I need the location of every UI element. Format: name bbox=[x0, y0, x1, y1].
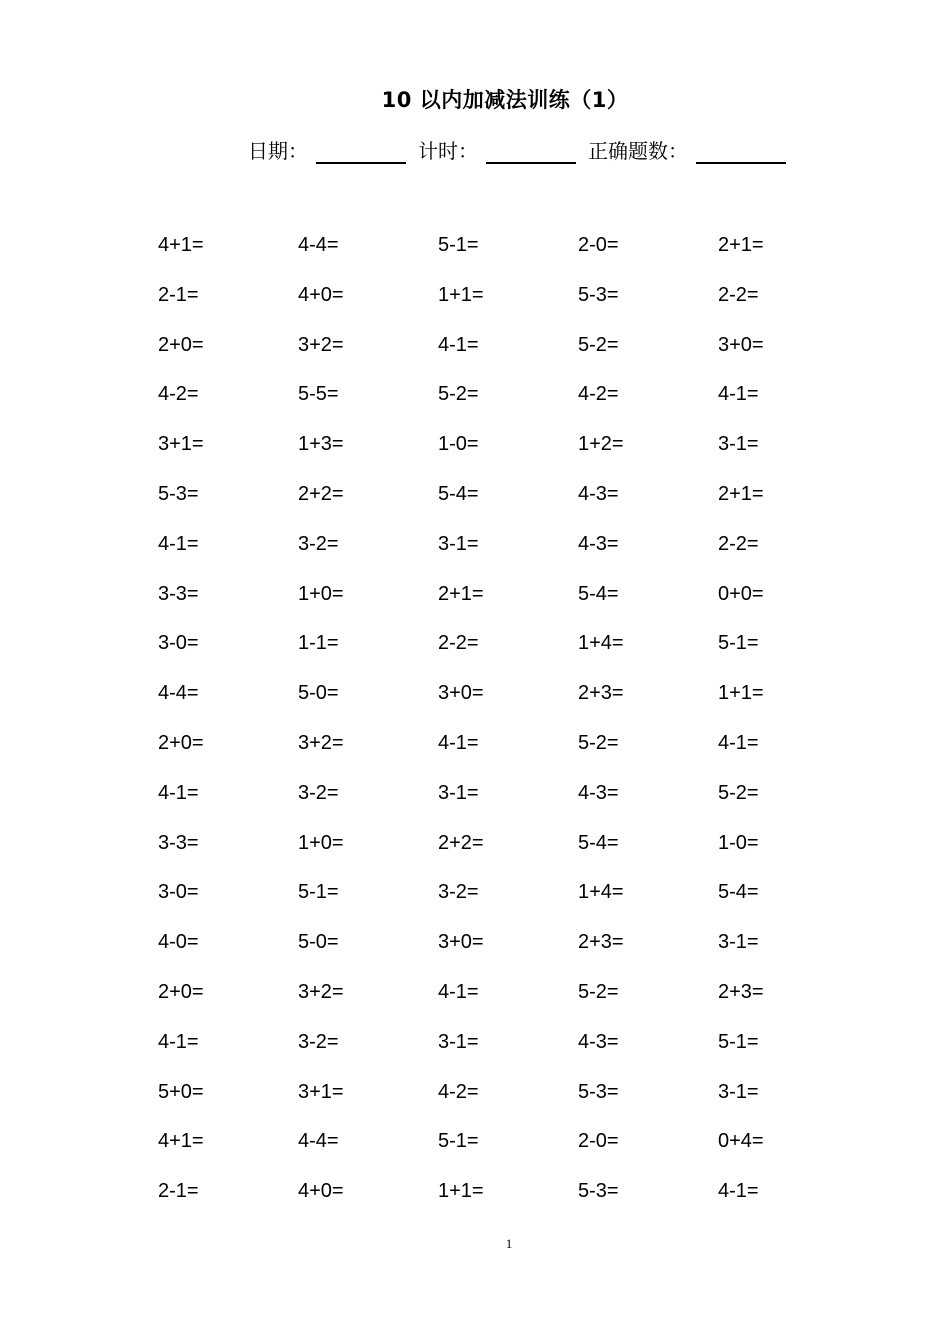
page-number: 1 bbox=[505, 1236, 513, 1251]
math-problem: 3+0= bbox=[718, 333, 764, 356]
math-problem: 2+1= bbox=[718, 234, 764, 256]
math-problem: 3+0= bbox=[438, 682, 484, 705]
math-problem: 2-1= bbox=[158, 1180, 199, 1203]
math-problem: 1+3= bbox=[298, 433, 344, 456]
math-problem: 1-0= bbox=[718, 831, 759, 854]
math-problem: 5-4= bbox=[438, 482, 479, 505]
problem-row bbox=[158, 479, 858, 529]
math-problem: 4-0= bbox=[158, 931, 199, 954]
problem-row bbox=[158, 1176, 858, 1226]
math-problem: 2-2= bbox=[438, 632, 479, 655]
math-problem: 4-1= bbox=[158, 1030, 199, 1053]
math-problem: 1+0= bbox=[298, 831, 344, 854]
math-problem: 5-2= bbox=[578, 333, 619, 356]
math-problem: 4-4= bbox=[158, 682, 199, 705]
problem-row bbox=[158, 579, 858, 629]
math-problem: 4-2= bbox=[578, 383, 619, 406]
math-problem: 3-1= bbox=[438, 781, 479, 804]
math-problem: 3-1= bbox=[438, 532, 479, 555]
math-problem: 2+3= bbox=[578, 931, 624, 954]
math-problem: 2+2= bbox=[438, 831, 484, 854]
math-problem: 3-1= bbox=[718, 433, 759, 456]
math-problem: 4-1= bbox=[158, 781, 199, 804]
problem-row bbox=[158, 927, 858, 977]
math-problem: 3-2= bbox=[438, 881, 479, 904]
math-problem: 3-1= bbox=[438, 1030, 479, 1053]
math-problem: 1+0= bbox=[298, 582, 344, 605]
math-problem: 4-2= bbox=[158, 383, 199, 406]
math-problem: 5-1= bbox=[718, 632, 759, 655]
math-problem: 5-2= bbox=[718, 781, 759, 804]
math-problem: 3-3= bbox=[158, 831, 199, 854]
problem-row bbox=[158, 628, 858, 678]
math-problem: 3+2= bbox=[298, 980, 344, 1003]
problem-row bbox=[158, 877, 858, 927]
math-problem: 3+1= bbox=[158, 433, 204, 456]
math-problem: 3-2= bbox=[298, 781, 339, 804]
timer-label: 计时： bbox=[418, 139, 478, 163]
math-problem: 3+2= bbox=[298, 333, 344, 356]
math-problem: 3+0= bbox=[438, 931, 484, 954]
math-problem: 2-0= bbox=[578, 1130, 619, 1153]
date-label: 日期： bbox=[248, 139, 308, 163]
math-problem: 4-1= bbox=[438, 731, 479, 754]
math-problem: 4+1= bbox=[158, 1130, 204, 1153]
math-problem: 4+1= bbox=[158, 234, 204, 256]
math-problem: 2-1= bbox=[158, 283, 199, 306]
page-title: 10 以内加减法训练（1） bbox=[381, 88, 629, 112]
problem-row bbox=[158, 728, 858, 778]
correct-count-field bbox=[588, 135, 786, 164]
math-problem: 4-1= bbox=[718, 1180, 759, 1203]
problem-row bbox=[158, 1126, 858, 1176]
math-problem: 2+3= bbox=[718, 980, 764, 1003]
math-problem: 4-4= bbox=[298, 234, 339, 256]
math-problem: 3-2= bbox=[298, 532, 339, 555]
math-problem: 5-1= bbox=[438, 1130, 479, 1153]
math-problem: 5-0= bbox=[298, 931, 339, 954]
timer-field bbox=[418, 135, 576, 164]
math-problem: 4-1= bbox=[718, 731, 759, 754]
math-problem: 4-1= bbox=[438, 333, 479, 356]
math-problem: 3-1= bbox=[718, 1080, 759, 1103]
math-problem: 5-3= bbox=[578, 1180, 619, 1203]
date-blank-line bbox=[316, 140, 406, 164]
math-problem: 3+1= bbox=[298, 1080, 344, 1103]
timer-blank-line bbox=[486, 140, 576, 164]
math-problem: 2-2= bbox=[718, 283, 759, 306]
math-problem: 0+4= bbox=[718, 1130, 764, 1153]
problem-row bbox=[158, 1077, 858, 1127]
math-problem: 5-1= bbox=[438, 234, 479, 256]
math-problem: 1+1= bbox=[718, 682, 764, 705]
problem-row bbox=[158, 828, 858, 878]
correct-count-label: 正确题数： bbox=[588, 139, 688, 163]
math-problem: 2+0= bbox=[158, 980, 204, 1003]
problem-row bbox=[158, 379, 858, 429]
math-problem: 2+1= bbox=[718, 482, 764, 505]
math-problem: 5-4= bbox=[578, 831, 619, 854]
math-problem: 5-2= bbox=[578, 731, 619, 754]
math-problem: 4-3= bbox=[578, 482, 619, 505]
math-problem: 5-2= bbox=[438, 383, 479, 406]
math-problem: 5-5= bbox=[298, 383, 339, 406]
math-problem: 2+0= bbox=[158, 333, 204, 356]
math-problem: 3-1= bbox=[718, 931, 759, 954]
math-problem: 2+3= bbox=[578, 682, 624, 705]
math-problem: 4-1= bbox=[718, 383, 759, 406]
math-problem: 1+2= bbox=[578, 433, 624, 456]
math-problem: 4+0= bbox=[298, 1180, 344, 1203]
math-problem: 4-2= bbox=[438, 1080, 479, 1103]
problem-row bbox=[158, 1027, 858, 1077]
math-problem: 1-1= bbox=[298, 632, 339, 655]
math-problem: 5+0= bbox=[158, 1080, 204, 1103]
math-problem: 1+1= bbox=[438, 283, 484, 306]
math-problem: 2-2= bbox=[718, 532, 759, 555]
math-problem: 3-3= bbox=[158, 582, 199, 605]
math-problem: 5-4= bbox=[718, 881, 759, 904]
math-problem: 1+1= bbox=[438, 1180, 484, 1203]
math-problem: 5-3= bbox=[158, 482, 199, 505]
math-problem: 5-3= bbox=[578, 1080, 619, 1103]
math-problem: 4-4= bbox=[298, 1130, 339, 1153]
math-problem: 2+2= bbox=[298, 482, 344, 505]
math-problem: 4-3= bbox=[578, 781, 619, 804]
math-problem: 0+0= bbox=[718, 582, 764, 605]
math-problem: 5-1= bbox=[298, 881, 339, 904]
math-problem: 5-4= bbox=[578, 582, 619, 605]
math-problem: 1+4= bbox=[578, 881, 624, 904]
math-problem: 1-0= bbox=[438, 433, 479, 456]
math-problem: 4-1= bbox=[158, 532, 199, 555]
problem-row bbox=[158, 280, 858, 330]
problem-row bbox=[158, 330, 858, 380]
correct-count-blank-line bbox=[696, 140, 786, 164]
problem-row bbox=[158, 678, 858, 728]
math-problem: 4-3= bbox=[578, 532, 619, 555]
math-problem: 4+0= bbox=[298, 283, 344, 306]
header-fields bbox=[248, 134, 798, 164]
math-problem: 2+0= bbox=[158, 731, 204, 754]
math-problem: 1+4= bbox=[578, 632, 624, 655]
math-problem: 5-3= bbox=[578, 283, 619, 306]
math-problem: 5-1= bbox=[718, 1030, 759, 1053]
problem-row bbox=[158, 977, 858, 1027]
math-problem: 3+2= bbox=[298, 731, 344, 754]
math-problem: 5-2= bbox=[578, 980, 619, 1003]
math-problem: 4-1= bbox=[438, 980, 479, 1003]
math-problem: 3-2= bbox=[298, 1030, 339, 1053]
math-problem: 4-3= bbox=[578, 1030, 619, 1053]
math-problem: 3-0= bbox=[158, 632, 199, 655]
math-problem: 3-0= bbox=[158, 881, 199, 904]
date-field bbox=[248, 135, 406, 164]
problem-grid bbox=[158, 230, 858, 1226]
math-problem: 2+1= bbox=[438, 582, 484, 605]
problem-row bbox=[158, 230, 858, 280]
problem-row bbox=[158, 529, 858, 579]
math-problem: 2-0= bbox=[578, 234, 619, 256]
math-problem: 5-0= bbox=[298, 682, 339, 705]
problem-row bbox=[158, 429, 858, 479]
problem-row bbox=[158, 778, 858, 828]
